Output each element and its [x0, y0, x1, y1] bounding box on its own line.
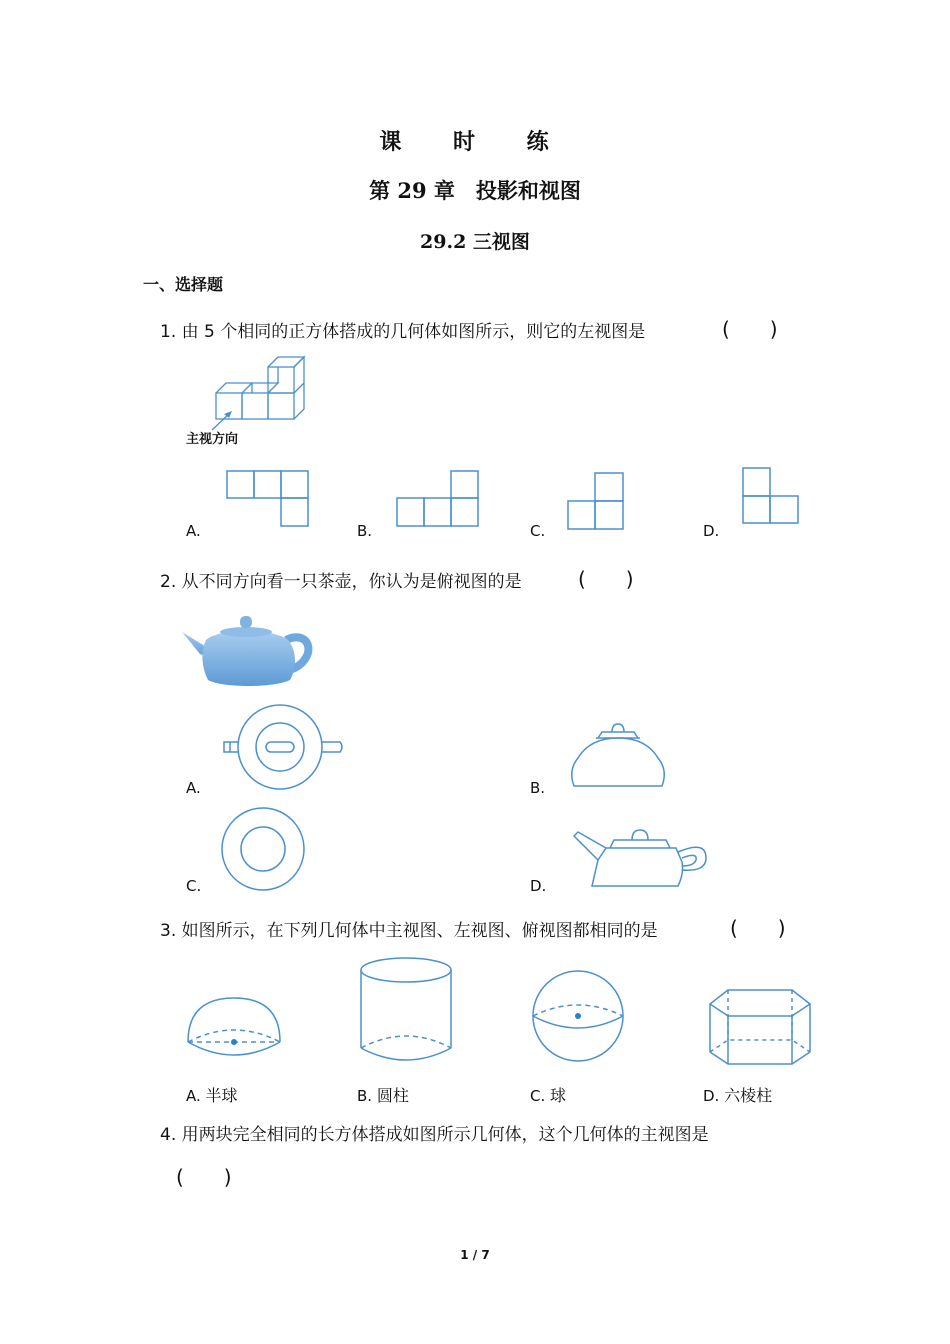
q3-option-a[interactable]: [186, 1083, 238, 1106]
answer-paren[interactable]: ( ): [176, 1165, 232, 1189]
page-number: 1 / 7: [460, 1248, 490, 1262]
answer-paren[interactable]: ( ): [730, 916, 786, 940]
chapter-title: 第 29 章 投影和视图: [369, 178, 581, 203]
q3-option-d[interactable]: [703, 1083, 772, 1106]
q1-option-d-figure: [742, 467, 800, 525]
q3-option-c[interactable]: [530, 1083, 566, 1106]
option-letter: C.: [530, 1087, 546, 1105]
q1-option-a-figure: [226, 470, 310, 528]
question-number: 1.: [160, 322, 177, 342]
teapot-illustration: [178, 610, 318, 690]
q2-option-a-figure: [222, 702, 346, 792]
option-name: 六棱柱: [724, 1086, 773, 1105]
question-text: 用两块完全相同的长方体搭成如图所示几何体，这个几何体的主视图是: [181, 1125, 709, 1145]
q3-option-b[interactable]: [357, 1083, 409, 1106]
q2-option-c-figure: [219, 805, 307, 893]
q1-option-a-label[interactable]: A.: [186, 522, 201, 540]
q2-option-a-label[interactable]: A.: [186, 779, 201, 797]
q2-option-d-figure: [570, 818, 710, 890]
answer-paren[interactable]: ( ): [578, 567, 634, 591]
question-text: 由 5 个相同的正方体搭成的几何体如图所示，则它的左视图是: [181, 322, 646, 342]
question-3: [160, 916, 658, 941]
option-letter: D.: [703, 1087, 720, 1105]
question-text: 从不同方向看一只茶壶，你认为是俯视图的是: [181, 572, 522, 592]
option-letter: A.: [186, 1087, 201, 1105]
q1-option-c-figure: [567, 472, 625, 530]
q2-option-b-label[interactable]: B.: [530, 779, 546, 797]
option-letter: B.: [357, 1087, 373, 1105]
q3-hexagonal-prism-figure: [706, 986, 816, 1068]
question-number: 2.: [160, 572, 177, 592]
question-number: 4.: [160, 1125, 177, 1145]
option-name: 半球: [205, 1086, 238, 1105]
q1-option-c-label[interactable]: C.: [530, 522, 546, 540]
question-number: 3.: [160, 921, 177, 941]
q2-option-b-figure: [566, 718, 670, 790]
view-direction-label: 主视方向: [186, 432, 239, 447]
q2-option-c-label[interactable]: C.: [186, 877, 202, 895]
question-4: [160, 1120, 709, 1145]
q3-cylinder-figure: [358, 956, 454, 1066]
answer-paren[interactable]: ( ): [722, 317, 778, 341]
section-title: 29.2 三视图: [420, 231, 530, 253]
option-name: 圆柱: [376, 1086, 409, 1105]
q1-option-b-figure: [396, 470, 480, 528]
question-2: [160, 567, 522, 592]
page-title: 课 时 练: [379, 129, 571, 155]
part-heading: 一、选择题: [143, 275, 224, 294]
q1-option-b-label[interactable]: B.: [357, 522, 373, 540]
question-text: 如图所示，在下列几何体中主视图、左视图、俯视图都相同的是: [181, 921, 658, 941]
q1-option-d-label[interactable]: D.: [703, 522, 720, 540]
option-name: 球: [550, 1086, 567, 1105]
q2-option-d-label[interactable]: D.: [530, 877, 547, 895]
question-1: [160, 317, 645, 342]
q3-hemisphere-figure: [186, 996, 282, 1060]
q3-sphere-figure: [530, 968, 626, 1064]
